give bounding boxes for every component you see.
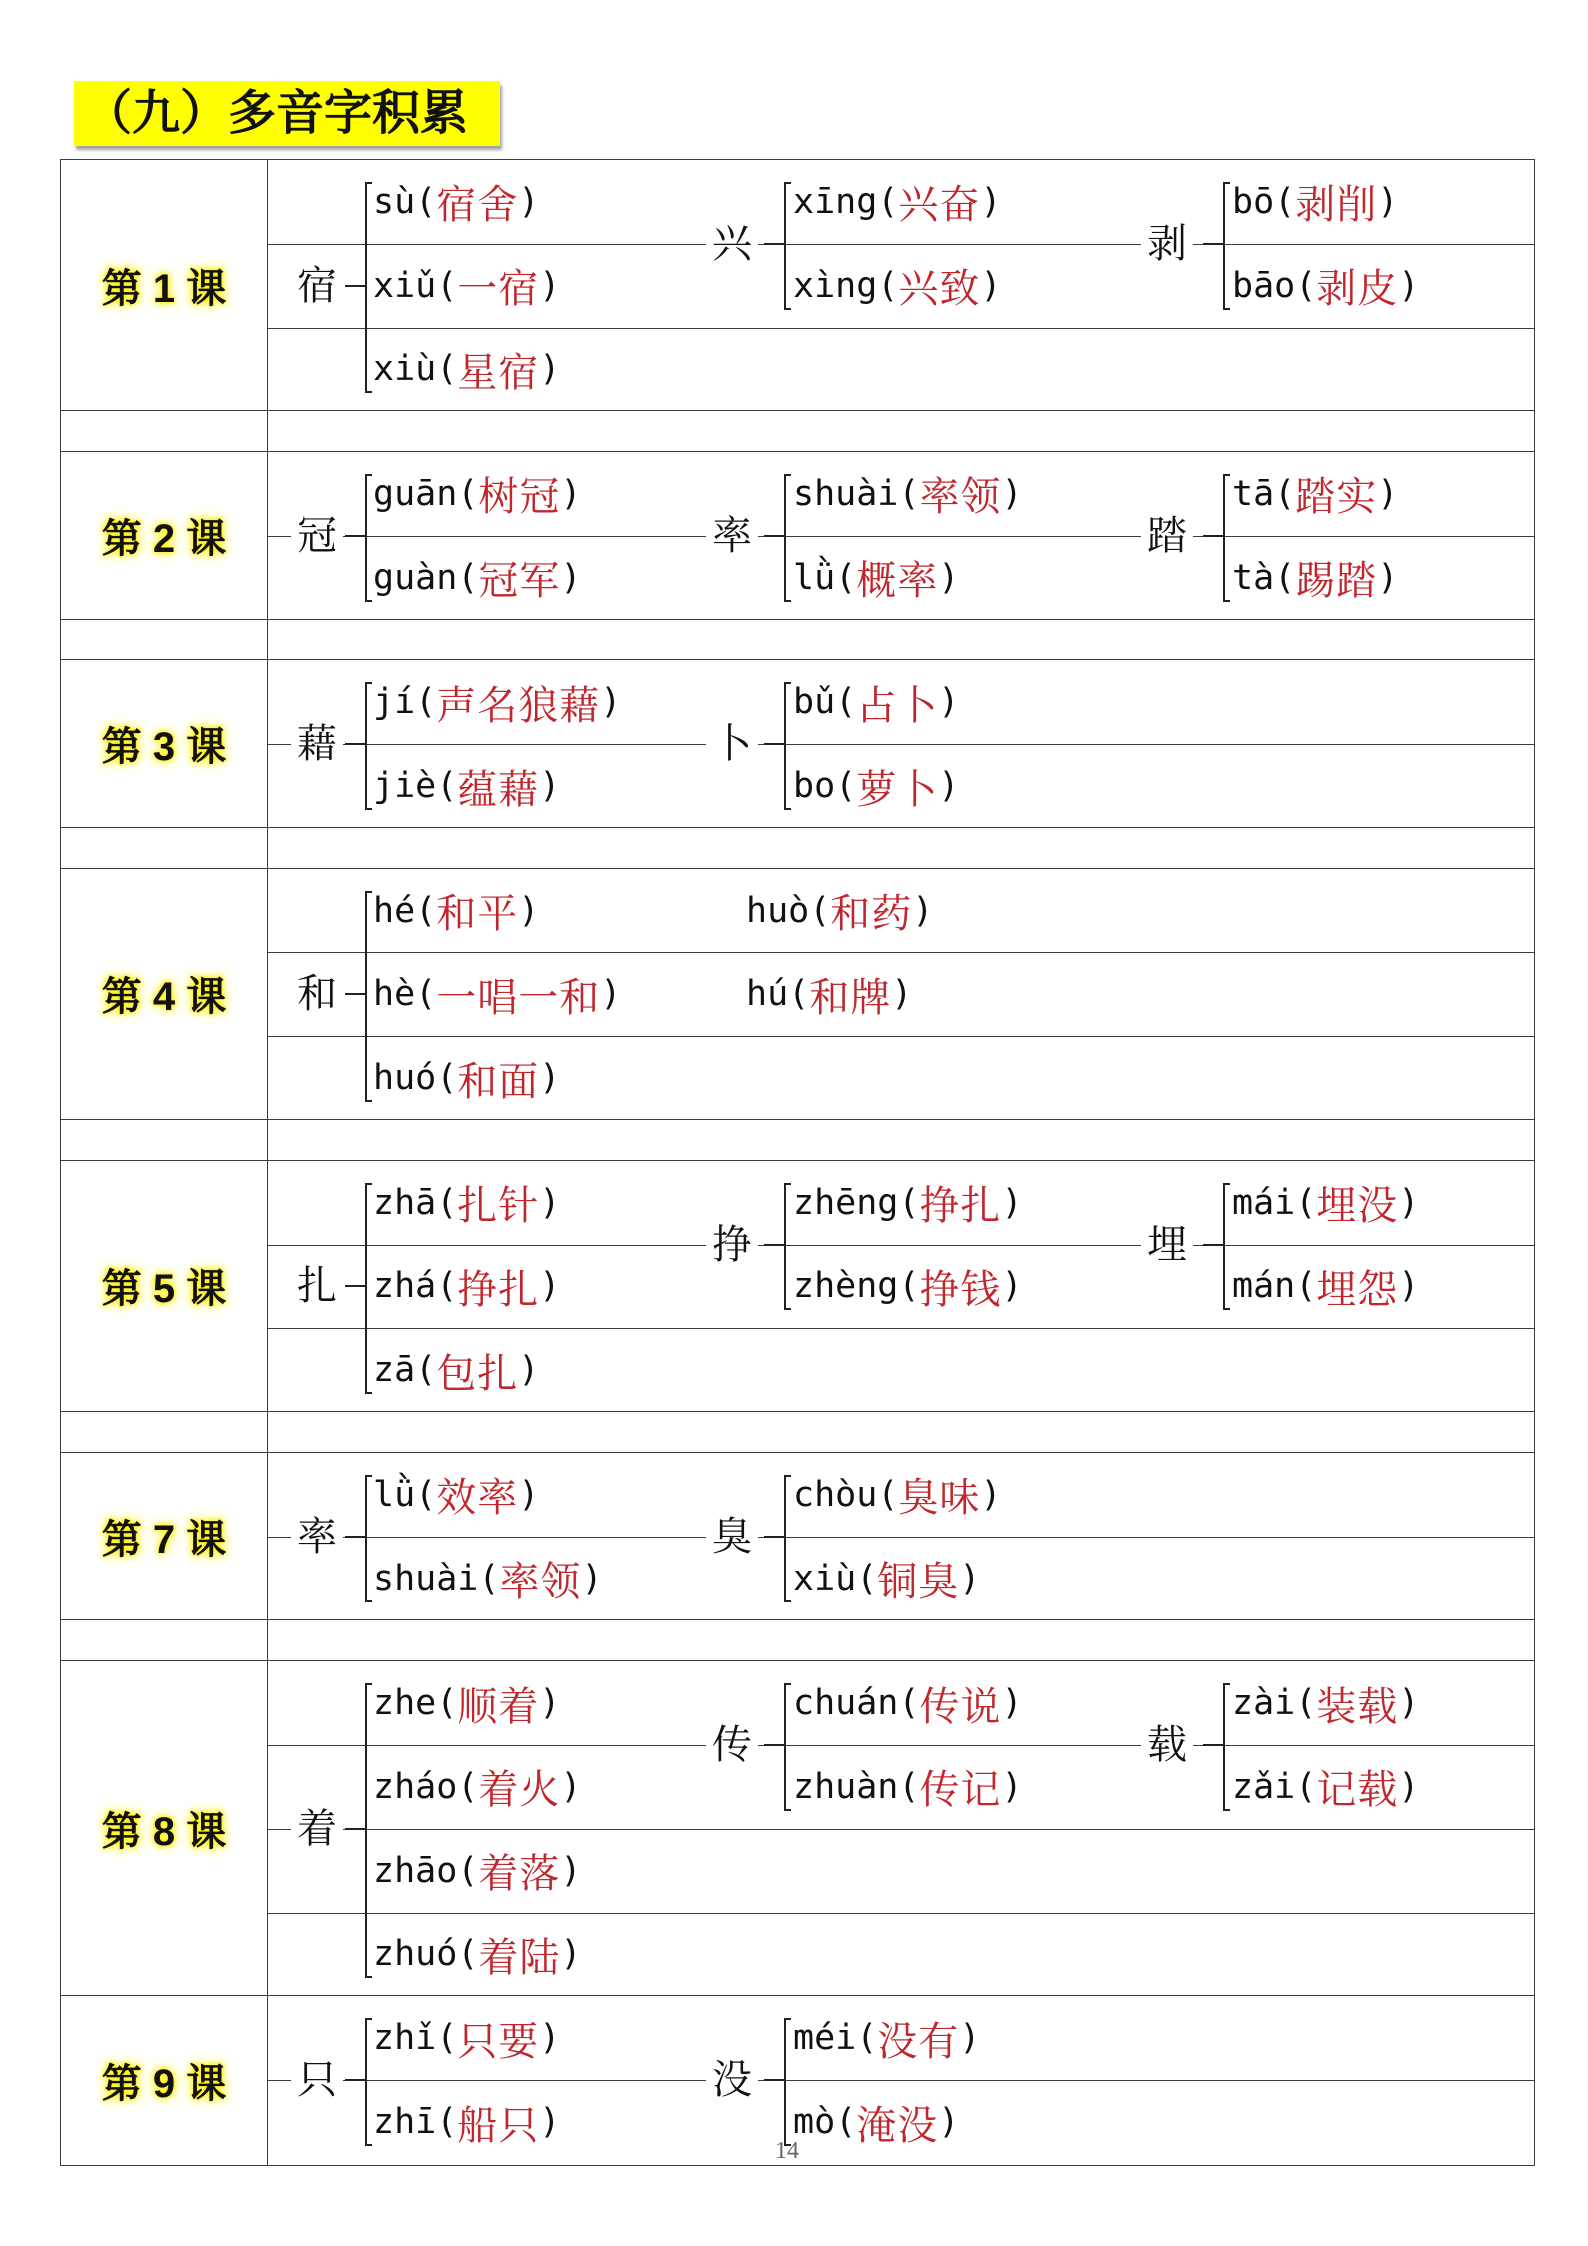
reading-example <box>436 2094 560 2151</box>
reading-pinyin: zǎi <box>1232 1766 1296 1807</box>
reading-pinyin: zháo <box>373 1766 458 1807</box>
lesson-label: 第 3 课 <box>101 725 227 770</box>
reading-entry <box>373 1453 539 1537</box>
reading-entry <box>373 869 539 953</box>
lesson-label: 第 1 课 <box>101 266 227 311</box>
reading-example <box>478 1550 602 1607</box>
bracket-connector <box>345 2079 365 2081</box>
reading-example <box>898 465 1022 522</box>
lesson-row <box>61 160 1534 411</box>
reading-entry <box>793 1661 1023 1745</box>
reading-pinyin: zhe <box>373 1683 437 1724</box>
reading-pinyin: xiù <box>373 349 437 390</box>
reading-entry <box>373 1328 539 1412</box>
reading-example <box>436 1675 560 1732</box>
reading-example <box>1274 549 1398 606</box>
lesson-row <box>61 1453 1534 1621</box>
reading-bracket <box>1223 1183 1230 1311</box>
reading-example <box>898 1258 1022 1315</box>
reading-entry <box>793 1161 1023 1245</box>
reading-word: ( 和面 <box>457 1058 540 1105</box>
polyphonic-char: 没 <box>706 2054 758 2106</box>
reading-word: ( 剥皮 <box>1316 266 1399 313</box>
reading-entry <box>373 536 581 620</box>
reading-example <box>835 549 959 606</box>
reading-entry <box>373 1036 560 1120</box>
reading-entry <box>373 744 560 828</box>
reading-word: ( 埋没 <box>1316 1183 1399 1230</box>
reading-pinyin: zhāo <box>373 1850 458 1891</box>
lesson-label: 第 4 课 <box>101 975 227 1020</box>
reading-pinyin: bō <box>1232 181 1275 222</box>
reading-example <box>436 257 560 314</box>
reading-pinyin: tà <box>1232 557 1275 598</box>
reading-word: ( 冠军 <box>478 558 561 605</box>
reading-entry <box>373 1245 560 1329</box>
reading-entry <box>373 452 581 536</box>
reading-entry <box>373 1745 581 1829</box>
reading-example <box>877 257 1001 314</box>
reading-entry <box>793 452 1023 536</box>
reading-entry <box>1232 536 1398 620</box>
bracket-connector <box>1203 243 1223 245</box>
reading-entry <box>793 1996 980 2080</box>
reading-example <box>1295 1675 1419 1732</box>
reading-pinyin: xìng <box>793 265 878 306</box>
polyphonic-char: 只 <box>291 2054 343 2106</box>
reading-word: ( 铜臭 <box>877 1559 960 1606</box>
reading-example <box>415 173 539 230</box>
reading-example <box>457 465 581 522</box>
reading-bracket <box>365 1683 372 1978</box>
reading-example <box>877 1466 1001 1523</box>
page-title: （九）多音字积累 <box>84 87 469 140</box>
polyphonic-char: 剥 <box>1141 218 1193 270</box>
reading-word: ( 记载 <box>1316 1767 1399 1814</box>
reading-pinyin: hè <box>373 974 416 1015</box>
reading-bracket <box>1223 474 1230 602</box>
reading-word: ( 和药 <box>830 891 913 938</box>
bracket-connector <box>345 993 365 995</box>
reading-entry <box>793 160 1001 244</box>
reading-example <box>898 1675 1022 1732</box>
reading-word: ( 埋怨 <box>1316 1266 1399 1313</box>
lesson-row <box>61 660 1534 828</box>
reading-pinyin: zhī <box>373 2102 437 2143</box>
reading-example <box>457 549 581 606</box>
reading-pinyin: méi <box>793 2018 857 2059</box>
reading-pinyin: tā <box>1232 473 1275 514</box>
reading-example <box>457 1758 581 1815</box>
reading-word: ( 蕴藉 <box>457 766 540 813</box>
reading-pinyin: hú <box>746 974 789 1015</box>
reading-example <box>835 2094 959 2151</box>
reading-word: ( 概率 <box>856 558 939 605</box>
polyphonic-char: 载 <box>1141 1719 1193 1771</box>
polyphonic-char: 卜 <box>706 718 758 770</box>
lesson-label: 第 9 课 <box>101 2061 227 2106</box>
reading-pinyin: mái <box>1232 1182 1296 1223</box>
bracket-connector <box>345 1536 365 1538</box>
reading-word: ( 一宿 <box>457 266 540 313</box>
spacer-row <box>61 828 1534 869</box>
reading-word: ( 挣扎 <box>457 1266 540 1313</box>
reading-entry <box>793 536 959 620</box>
reading-bracket <box>365 682 372 810</box>
reading-bracket <box>365 182 372 393</box>
reading-entry <box>793 744 959 828</box>
reading-example <box>1295 1758 1419 1815</box>
bracket-connector <box>345 1285 365 1287</box>
polyphonic-char: 兴 <box>706 218 758 270</box>
reading-pinyin: guàn <box>373 557 458 598</box>
polyphonic-char: 挣 <box>706 1219 758 1271</box>
reading-word: ( 没有 <box>877 2018 960 2065</box>
reading-bracket <box>1223 1683 1230 1811</box>
reading-word: ( 宿舍 <box>436 182 519 229</box>
reading-bracket <box>784 474 791 602</box>
reading-pinyin: huó <box>373 1058 437 1099</box>
polyphonic-char: 埋 <box>1141 1219 1193 1271</box>
reading-word: ( 萝卜 <box>856 766 939 813</box>
reading-entry <box>373 244 560 328</box>
polyphonic-char: 传 <box>706 1719 758 1771</box>
bracket-connector <box>764 243 784 245</box>
reading-word: ( 装载 <box>1316 1683 1399 1730</box>
reading-word: ( 一唱一和 <box>436 974 601 1021</box>
reading-word: ( 兴致 <box>898 266 981 313</box>
reading-bracket <box>784 682 791 810</box>
reading-entry <box>1232 452 1398 536</box>
reading-pinyin: bo <box>793 766 836 807</box>
page-title-highlight <box>74 81 500 146</box>
reading-pinyin: jiè <box>373 766 437 807</box>
reading-example <box>415 1342 539 1399</box>
lesson-row <box>61 452 1534 620</box>
bracket-connector <box>764 1744 784 1746</box>
bracket-connector <box>764 1244 784 1246</box>
reading-entry <box>373 1537 603 1621</box>
bracket-connector <box>345 743 365 745</box>
reading-pinyin: bǔ <box>793 682 836 723</box>
reading-entry <box>373 1661 560 1745</box>
reading-pinyin: zhā <box>373 1182 437 1223</box>
reading-entry <box>793 1745 1023 1829</box>
reading-entry <box>1232 1245 1419 1329</box>
polyphonic-char: 扎 <box>291 1260 343 1312</box>
spacer-row <box>61 620 1534 661</box>
reading-pinyin: chòu <box>793 1474 878 1515</box>
reading-word: ( 效率 <box>436 1475 519 1522</box>
reading-entry <box>373 2080 560 2164</box>
reading-bracket <box>365 891 372 1102</box>
reading-word: ( 踢踏 <box>1295 558 1378 605</box>
reading-word: ( 包扎 <box>436 1350 519 1397</box>
column-divider <box>267 160 268 2165</box>
reading-bracket <box>365 474 372 602</box>
reading-pinyin: zhuó <box>373 1934 458 1975</box>
reading-word: ( 着落 <box>478 1851 561 1898</box>
reading-pinyin: jí <box>373 682 416 723</box>
reading-pinyin: zhēng <box>793 1182 899 1223</box>
reading-entry <box>1232 1745 1419 1829</box>
reading-entry <box>793 1453 1001 1537</box>
bracket-connector <box>345 535 365 537</box>
lesson-label: 第 5 课 <box>101 1267 227 1312</box>
reading-example <box>436 1050 560 1107</box>
reading-word: ( 和平 <box>436 891 519 938</box>
reading-example <box>788 966 912 1023</box>
reading-entry <box>373 160 539 244</box>
bracket-connector <box>345 285 365 287</box>
polyphonic-table <box>60 159 1535 2166</box>
reading-pinyin: zhèng <box>793 1266 899 1307</box>
bracket-connector <box>1203 535 1223 537</box>
reading-pinyin: xiǔ <box>373 265 437 306</box>
reading-entry <box>793 660 959 744</box>
bracket-connector <box>764 2079 784 2081</box>
reading-example <box>1295 257 1419 314</box>
reading-pinyin: bāo <box>1232 265 1296 306</box>
reading-entry <box>746 869 933 953</box>
polyphonic-char: 着 <box>291 1803 343 1855</box>
polyphonic-char: 和 <box>291 968 343 1020</box>
reading-entry <box>793 244 1001 328</box>
bracket-connector <box>1203 1244 1223 1246</box>
reading-example <box>436 341 560 398</box>
reading-word: ( 率领 <box>919 474 1002 521</box>
spacer-row <box>61 1412 1534 1453</box>
reading-example <box>835 674 959 731</box>
reading-pinyin: zhuàn <box>793 1766 899 1807</box>
reading-entry <box>1232 244 1419 328</box>
reading-example <box>415 1466 539 1523</box>
reading-pinyin: mán <box>1232 1266 1296 1307</box>
reading-example <box>415 966 621 1023</box>
reading-pinyin: chuán <box>793 1683 899 1724</box>
reading-pinyin: zài <box>1232 1683 1296 1724</box>
reading-bracket <box>365 2018 372 2146</box>
reading-pinyin: zhǐ <box>373 2018 437 2059</box>
reading-entry <box>373 1161 560 1245</box>
reading-pinyin: zā <box>373 1350 416 1391</box>
bracket-connector <box>764 535 784 537</box>
reading-bracket <box>1223 182 1230 310</box>
page-number: 14 <box>775 2138 799 2164</box>
reading-entry <box>746 952 912 1036</box>
reading-word: ( 顺着 <box>457 1683 540 1730</box>
bracket-connector <box>1203 1744 1223 1746</box>
reading-entry <box>373 1913 581 1997</box>
reading-pinyin: lǜ <box>793 557 836 598</box>
reading-pinyin: huò <box>746 890 810 931</box>
bracket-connector <box>764 743 784 745</box>
reading-example <box>809 882 933 939</box>
lesson-label: 第 8 课 <box>101 1809 227 1854</box>
reading-example <box>898 1174 1022 1231</box>
reading-example <box>1274 465 1398 522</box>
reading-pinyin: shuài <box>373 1558 479 1599</box>
spacer-row <box>61 411 1534 452</box>
reading-entry <box>373 1996 560 2080</box>
reading-example <box>856 1550 980 1607</box>
reading-entry <box>793 1537 980 1621</box>
reading-pinyin: mò <box>793 2102 836 2143</box>
reading-word: ( 声名狼藉 <box>436 682 601 729</box>
reading-pinyin: xiù <box>793 1558 857 1599</box>
reading-word: ( 传说 <box>919 1683 1002 1730</box>
reading-example <box>457 1926 581 1983</box>
bracket-connector <box>345 1828 365 1830</box>
reading-example <box>1295 1174 1419 1231</box>
reading-word: ( 挣扎 <box>919 1183 1002 1230</box>
reading-word: ( 船只 <box>457 2102 540 2149</box>
reading-bracket <box>365 1183 372 1394</box>
reading-example <box>457 1842 581 1899</box>
reading-entry <box>1232 160 1398 244</box>
lesson-row <box>61 1161 1534 1412</box>
reading-word: ( 树冠 <box>478 474 561 521</box>
polyphonic-char: 藉 <box>291 718 343 770</box>
reading-bracket <box>784 1683 791 1811</box>
polyphonic-char: 臭 <box>706 1511 758 1563</box>
reading-pinyin: hé <box>373 890 416 931</box>
reading-bracket <box>784 1475 791 1603</box>
reading-word: ( 臭味 <box>898 1475 981 1522</box>
reading-word: ( 扎针 <box>457 1183 540 1230</box>
reading-example <box>1274 173 1398 230</box>
reading-word: ( 和牌 <box>809 974 892 1021</box>
reading-example <box>415 674 621 731</box>
reading-word: ( 只要 <box>457 2018 540 2065</box>
lesson-row <box>61 869 1534 1120</box>
reading-example <box>436 1258 560 1315</box>
reading-entry <box>793 1245 1023 1329</box>
reading-pinyin: lǜ <box>373 1474 416 1515</box>
reading-entry <box>1232 1161 1419 1245</box>
spacer-row <box>61 1120 1534 1161</box>
reading-pinyin: guān <box>373 473 458 514</box>
reading-word: ( 剥削 <box>1295 182 1378 229</box>
reading-word: ( 着陆 <box>478 1934 561 1981</box>
reading-word: ( 淹没 <box>856 2102 939 2149</box>
reading-entry <box>1232 1661 1419 1745</box>
reading-example <box>436 2010 560 2067</box>
reading-word: ( 传记 <box>919 1767 1002 1814</box>
reading-word: ( 占卜 <box>856 682 939 729</box>
reading-bracket <box>784 182 791 310</box>
reading-example <box>1295 1258 1419 1315</box>
reading-pinyin: sù <box>373 181 416 222</box>
reading-example <box>898 1758 1022 1815</box>
reading-example <box>856 2010 980 2067</box>
bracket-connector <box>764 1536 784 1538</box>
reading-word: ( 挣钱 <box>919 1266 1002 1313</box>
reading-bracket <box>784 2018 791 2146</box>
lesson-label: 第 2 课 <box>101 516 227 561</box>
reading-word: ( 星宿 <box>457 349 540 396</box>
reading-pinyin: zhá <box>373 1266 437 1307</box>
reading-entry <box>373 1829 581 1913</box>
reading-word: ( 着火 <box>478 1767 561 1814</box>
reading-entry <box>373 660 621 744</box>
reading-word: ( 踏实 <box>1295 474 1378 521</box>
polyphonic-char: 宿 <box>291 260 343 312</box>
reading-word: ( 兴奋 <box>898 182 981 229</box>
reading-example <box>436 1174 560 1231</box>
reading-example <box>436 758 560 815</box>
reading-example <box>415 882 539 939</box>
polyphonic-char: 率 <box>291 1511 343 1563</box>
lesson-label: 第 7 课 <box>101 1517 227 1562</box>
polyphonic-char: 率 <box>706 510 758 562</box>
reading-example <box>877 173 1001 230</box>
lesson-row <box>61 1661 1534 1996</box>
reading-bracket <box>784 1183 791 1311</box>
reading-pinyin: xīng <box>793 181 878 222</box>
polyphonic-char: 踏 <box>1141 510 1193 562</box>
reading-entry <box>373 328 560 412</box>
spacer-row <box>61 1621 1534 1662</box>
reading-word: ( 率领 <box>499 1559 582 1606</box>
reading-entry <box>793 2080 959 2164</box>
reading-bracket <box>365 1475 372 1603</box>
reading-example <box>835 758 959 815</box>
reading-pinyin: shuài <box>793 473 899 514</box>
polyphonic-char: 冠 <box>291 510 343 562</box>
reading-entry <box>373 952 621 1036</box>
